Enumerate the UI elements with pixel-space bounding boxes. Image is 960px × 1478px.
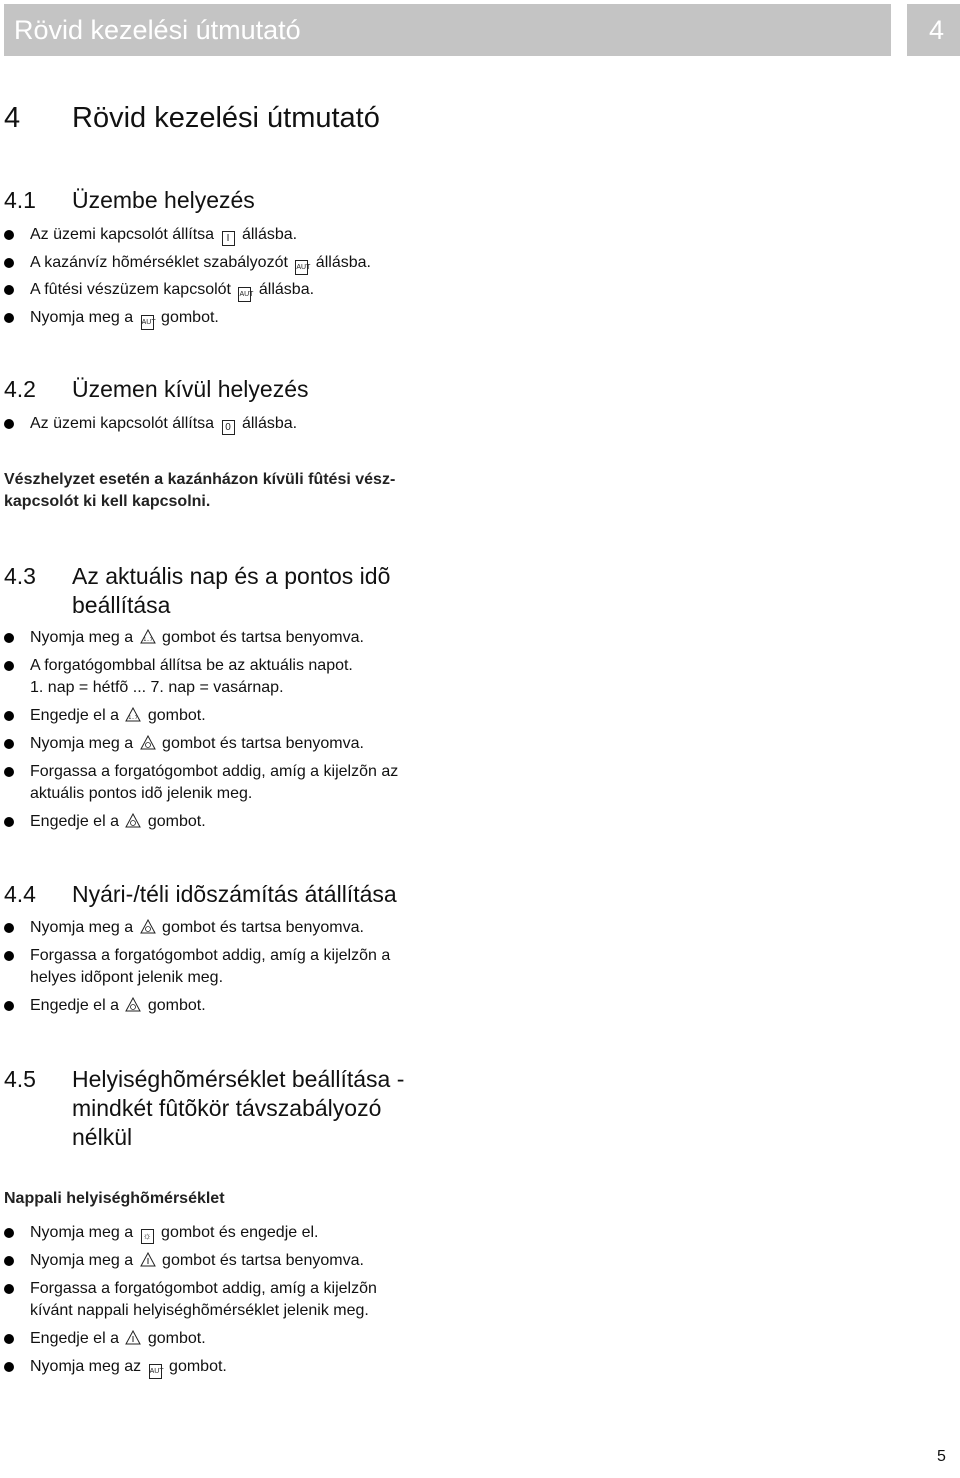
bullet-icon: [4, 1362, 14, 1372]
bullet-icon: [4, 230, 14, 240]
main-heading-number: 4: [4, 102, 21, 134]
section-number: 4.3: [4, 563, 36, 589]
bullet-icon: [4, 1228, 14, 1238]
warning-note-line-2: kapcsolót ki kell kapcsolni.: [4, 493, 211, 510]
section-title: Üzembe helyezés: [72, 187, 255, 213]
page-number: 5: [937, 1448, 946, 1465]
section-number: 4.2: [4, 376, 36, 402]
bullet-icon: [4, 313, 14, 323]
aut-icon: AUT: [141, 315, 154, 330]
bullet-icon: [4, 767, 14, 777]
sun-icon: ☼: [142, 1231, 152, 1242]
day-button-icon: [125, 707, 141, 722]
aut-icon: AUT: [149, 1364, 162, 1379]
section-title: nélkül: [72, 1124, 133, 1150]
section-title: beállítása: [72, 592, 171, 618]
aut-icon: AUT: [238, 287, 251, 302]
section-title: Helyiséghõmérséklet beállítása -: [72, 1066, 405, 1092]
subheading-day-temperature: Nappali helyiséghõmérséklet: [4, 1190, 225, 1207]
bullet-icon: [4, 951, 14, 961]
svg-text:1..7: 1..7: [128, 715, 139, 721]
bullet-icon: [4, 258, 14, 268]
bullet-icon: [4, 1256, 14, 1266]
section-title: Az aktuális nap és a pontos idõ: [72, 563, 391, 589]
section-number: 4.1: [4, 187, 36, 213]
day-button-icon: [140, 629, 156, 644]
aut-icon: AUT: [295, 260, 308, 275]
list-item-continuation: kívánt nappali helyiséghõmérséklet jelenik meg.: [30, 1302, 369, 1319]
section-title: Nyári-/téli idõszámítás átállítása: [72, 881, 397, 907]
bullet-icon: [4, 1284, 14, 1294]
bullet-icon: [4, 817, 14, 827]
bullet-icon: [4, 661, 14, 671]
clock-button-icon: [125, 997, 141, 1012]
position-one-icon: I: [222, 231, 235, 246]
bullet-icon: [4, 1334, 14, 1344]
bullet-icon: [4, 1001, 14, 1011]
thermometer-button-icon: [140, 1252, 156, 1267]
thermometer-button-icon: [125, 1330, 141, 1345]
position-zero-icon: 0: [222, 420, 235, 435]
section-title: mindkét fûtõkör távszabályozó: [72, 1095, 382, 1121]
day-range-note: 1. nap = hétfõ ... 7. nap = vasárnap.: [30, 679, 284, 696]
bullet-icon: [4, 739, 14, 749]
clock-button-icon: [140, 919, 156, 934]
main-heading-text: Rövid kezelési útmutató: [72, 102, 380, 134]
bullet-icon: [4, 711, 14, 721]
bullet-icon: [4, 633, 14, 643]
header-chapter-number: 4: [907, 4, 960, 56]
section-number: 4.4: [4, 881, 36, 907]
bullet-icon: [4, 419, 14, 429]
list-item-continuation: helyes idõpont jelenik meg.: [30, 969, 224, 986]
clock-button-icon: [125, 813, 141, 828]
bullet-icon: [4, 285, 14, 295]
section-title: Üzemen kívül helyezés: [72, 376, 309, 402]
header-title-bar: [4, 4, 891, 56]
list-item-continuation: aktuális pontos idõ jelenik meg.: [30, 785, 253, 802]
clock-button-icon: [140, 735, 156, 750]
svg-text:1..7: 1..7: [142, 637, 153, 643]
header-title: Rövid kezelési útmutató: [14, 15, 301, 45]
section-number: 4.5: [4, 1066, 36, 1092]
bullet-icon: [4, 923, 14, 933]
warning-note-line-1: Vészhelyzet esetén a kazánházon kívüli fûtési vész-: [4, 471, 396, 488]
